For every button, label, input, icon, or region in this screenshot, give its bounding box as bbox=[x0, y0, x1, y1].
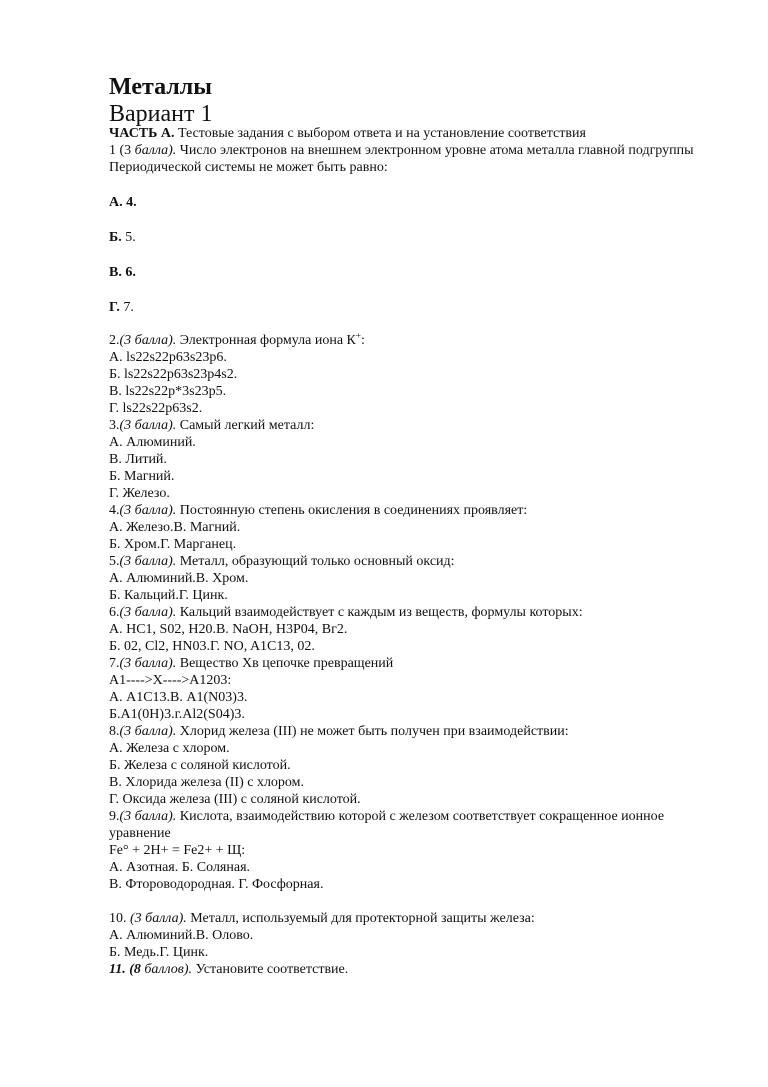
question-points: (3 балла). bbox=[119, 554, 177, 569]
option-value: 5. bbox=[121, 230, 136, 245]
answer-option: А. Железо.В. Магний. bbox=[109, 520, 241, 535]
option-value: 7. bbox=[119, 300, 134, 315]
ionic-equation: Fe° + 2H+ = Fe2+ + Щ: bbox=[109, 843, 246, 858]
answer-option: В. Хлорида железа (II) с хлором. bbox=[109, 775, 305, 790]
question-2 bbox=[109, 332, 729, 349]
answer-option bbox=[109, 194, 729, 211]
answer-option: Б. Медь.Г. Цинк. bbox=[109, 945, 209, 960]
question-8 bbox=[109, 723, 729, 740]
question-3 bbox=[109, 417, 729, 434]
question-number: 3. bbox=[109, 418, 120, 433]
question-text: Электронная формула иона К bbox=[176, 333, 356, 348]
option-text: Г. ls22s22p63s2. bbox=[109, 401, 203, 416]
answer-option: Б. Кальций.Г. Цинк. bbox=[109, 588, 228, 603]
answer-option bbox=[109, 366, 729, 383]
answer-option: В. Литий. bbox=[109, 452, 167, 467]
question-points: (3 балла). bbox=[130, 911, 187, 926]
option-label: Г. bbox=[109, 300, 120, 315]
option-label: Б. bbox=[109, 230, 122, 245]
question-number: 1 (3 bbox=[109, 143, 135, 158]
document-title: Металлы bbox=[109, 74, 212, 100]
option-text: Б. ls22s22p63s23p4s2. bbox=[109, 367, 238, 382]
question-points: (3 балла). bbox=[119, 724, 177, 739]
reaction-chain: A1---->X---->A1203: bbox=[109, 673, 232, 688]
question-9 bbox=[109, 808, 729, 842]
question-text: Постоянную степень окисления в соединениях проявляет: bbox=[176, 503, 528, 518]
answer-option: Б.A1(0H)3.г.Al2(S04)3. bbox=[109, 707, 245, 722]
part-heading bbox=[109, 125, 729, 142]
question-text: Самый легкий металл: bbox=[176, 418, 315, 433]
answer-option bbox=[109, 349, 729, 366]
answer-option bbox=[109, 400, 729, 417]
answer-option: А. Алюминий.В. Хром. bbox=[109, 571, 249, 586]
question-text: Число электронов на внешнем электронном уровне атома металла главной подгруппы Периодической системы не может быть равно: bbox=[109, 143, 694, 175]
question-points: (3 балла). bbox=[119, 605, 177, 620]
question-number: 11. (8 bbox=[109, 962, 141, 977]
question-number: 5. bbox=[109, 554, 120, 569]
document-body bbox=[109, 125, 729, 978]
option-value: 6. bbox=[125, 265, 136, 280]
question-text: Вещество Хв цепочке превращений bbox=[176, 656, 394, 671]
question-6 bbox=[109, 604, 729, 621]
question-10 bbox=[109, 910, 729, 927]
answer-option: Б. Хром.Г. Марганец. bbox=[109, 537, 237, 552]
answer-option: Б. Железа с соляной кислотой. bbox=[109, 758, 291, 773]
question-4 bbox=[109, 502, 729, 519]
part-text: Тестовые задания с выбором ответа и на установление соответствия bbox=[174, 126, 586, 141]
question-points: баллов). bbox=[140, 962, 193, 977]
question-points: (3 балла). bbox=[119, 503, 177, 518]
question-text: Установите соответствие. bbox=[192, 962, 349, 977]
question-number: 2. bbox=[109, 333, 120, 348]
question-11 bbox=[109, 961, 729, 978]
question-points: (3 балла). bbox=[119, 809, 177, 824]
question-number: 8. bbox=[109, 724, 120, 739]
question-text: Кислота, взаимодействию которой с железом соответствует сокращенное ионное уравнение bbox=[109, 809, 665, 841]
question-number: 10. bbox=[109, 911, 130, 926]
option-text: В. ls22s22p*3s23p5. bbox=[109, 384, 227, 399]
answer-option: А. Алюминий.В. Олово. bbox=[109, 928, 254, 943]
option-label: А. bbox=[109, 195, 123, 210]
option-text: А. ls22s22p63s23p6. bbox=[109, 350, 227, 365]
answer-option bbox=[109, 264, 729, 281]
variant-heading: Вариант 1 bbox=[109, 101, 213, 127]
option-label: В. bbox=[109, 265, 122, 280]
answer-option: В. Фтороводородная. Г. Фосфорная. bbox=[109, 877, 324, 892]
answer-option: Г. Железо. bbox=[109, 486, 170, 501]
question-7 bbox=[109, 655, 729, 672]
part-label: ЧАСТЬ А. bbox=[109, 126, 175, 141]
question-text: Хлорид железа (III) не может быть получен при взаимодействии: bbox=[176, 724, 569, 739]
answer-option: Г. Оксида железа (III) с соляной кислотой. bbox=[109, 792, 361, 807]
answer-option bbox=[109, 229, 729, 246]
answer-option: Б. Магний. bbox=[109, 469, 175, 484]
question-number: 4. bbox=[109, 503, 120, 518]
option-value: 4. bbox=[126, 195, 137, 210]
question-points: (3 балла). bbox=[119, 333, 177, 348]
answer-option: А. Азотная. Б. Соляная. bbox=[109, 860, 251, 875]
ion-charge: + bbox=[355, 330, 361, 341]
question-text: Кальций взаимодействует с каждым из веществ, формулы которых: bbox=[176, 605, 583, 620]
answer-option: А. Железа с хлором. bbox=[109, 741, 230, 756]
question-number: 9. bbox=[109, 809, 120, 824]
answer-option: А. A1C13.В. A1(N03)3. bbox=[109, 690, 248, 705]
question-text: Металл, образующий только основный оксид: bbox=[176, 554, 455, 569]
question-points: (3 балла). bbox=[119, 418, 177, 433]
question-1 bbox=[109, 142, 729, 176]
answer-option: А. НС1, S02, Н20.В. NaOH, Н3Р04, Вг2. bbox=[109, 622, 348, 637]
answer-option bbox=[109, 383, 729, 400]
question-points: балла). bbox=[134, 143, 177, 158]
question-text: Металл, используемый для протекторной защиты железа: bbox=[186, 911, 535, 926]
question-points: (3 балла). bbox=[119, 656, 177, 671]
question-number: 6. bbox=[109, 605, 120, 620]
question-number: 7. bbox=[109, 656, 120, 671]
answer-option: Б. 02, Cl2, HN03.Г. NO, A1C13, 02. bbox=[109, 639, 315, 654]
question-colon: : bbox=[360, 333, 365, 348]
question-5 bbox=[109, 553, 729, 570]
answer-option bbox=[109, 299, 729, 316]
answer-option: А. Алюминий. bbox=[109, 435, 196, 450]
